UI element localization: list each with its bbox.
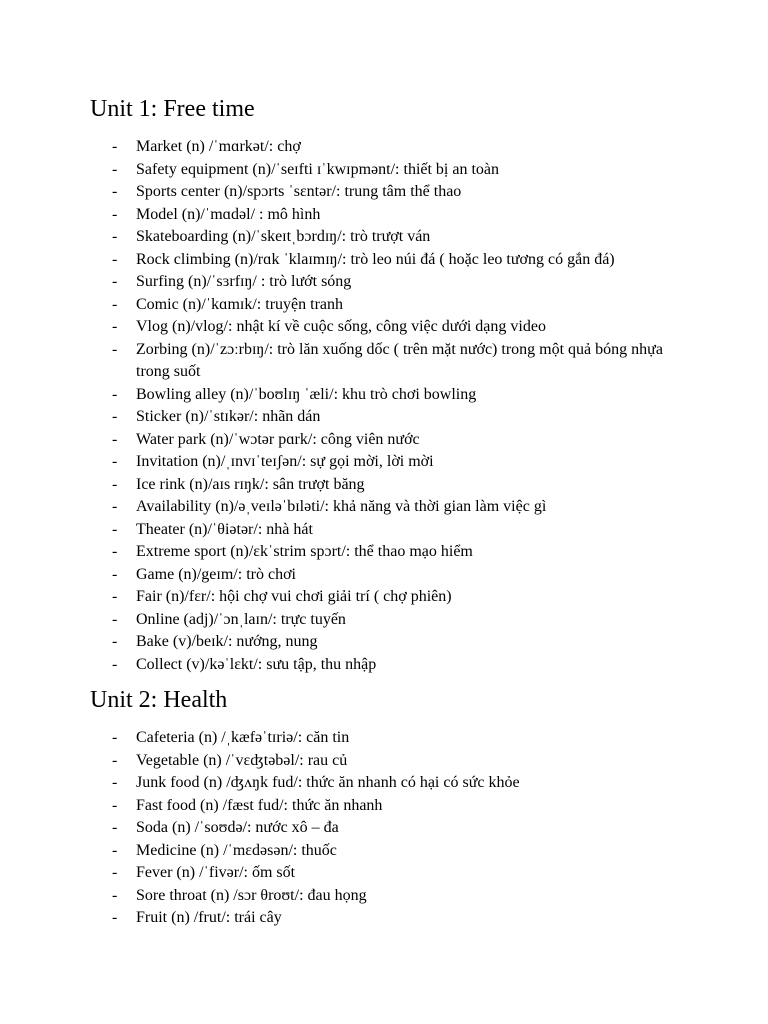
- vocab-item: [112, 840, 692, 863]
- list-bullet: -: [112, 250, 118, 268]
- vocab-item: [112, 654, 692, 677]
- vocab-item: [112, 564, 692, 587]
- vocab-item: [112, 474, 692, 497]
- list-bullet: -: [112, 228, 118, 245]
- vocab-entry-text: Cafeteria (n) /ˌkæfəˈtɪriə/: căn tin: [136, 729, 350, 746]
- vocab-item: [112, 316, 692, 339]
- list-bullet: -: [112, 864, 118, 881]
- vocab-item: [112, 609, 692, 632]
- vocab-entry-text: Collect (v)/kəˈlɛkt/: sưu tập, thu nhập: [136, 655, 377, 673]
- vocab-entry-text: Water park (n)/ˈwɔtər pɑrk/: công viên nước: [136, 430, 420, 448]
- vocab-entry-text: Ice rink (n)/aɪs rɪŋk/: sân trượt băng: [136, 475, 365, 493]
- vocab-entry-text: Fruit (n) /frut/: trái cây: [136, 909, 282, 926]
- vocab-entry-text: Fast food (n) /fæst fud/: thức ăn nhanh: [136, 796, 383, 814]
- vocab-entry-text: Safety equipment (n)/ˈseɪfti ɪˈkwɪpmənt/: thiết bị an toàn: [136, 160, 500, 178]
- vocab-entry-text: Vlog (n)/vlog/: nhật kí về cuộc sống, công việc dưới dạng video: [136, 318, 546, 335]
- vocab-item: [112, 750, 692, 773]
- vocab-entry-text: Junk food (n) /ʤʌŋk fud/: thức ăn nhanh có hại có sức khỏe: [136, 774, 520, 791]
- list-bullet: -: [112, 430, 118, 448]
- list-bullet: -: [112, 318, 118, 335]
- vocab-item: [112, 541, 692, 564]
- vocab-entry-text: Rock climbing (n)/rɑk ˈklaɪmɪŋ/: trò leo núi đá ( hoặc leo tương có gắn đá): [136, 250, 615, 268]
- vocab-item: [112, 294, 692, 317]
- list-bullet: -: [112, 160, 118, 178]
- vocab-entry-text: Extreme sport (n)/ɛkˈstrim spɔrt/: thể thao mạo hiểm: [136, 543, 473, 560]
- vocab-entry-text: Skateboarding (n)/ˈskeɪtˌbɔrdɪŋ/: trò trượt ván: [136, 228, 431, 245]
- list-bullet: -: [112, 841, 118, 859]
- list-bullet: -: [112, 819, 118, 836]
- vocab-item: [112, 204, 692, 227]
- list-bullet: -: [112, 453, 118, 470]
- vocab-item: [112, 249, 692, 272]
- list-bullet: -: [112, 774, 118, 791]
- vocab-entry-text: Comic (n)/ˈkɑmɪk/: truyện tranh: [136, 295, 343, 313]
- vocab-entry-text: Model (n)/ˈmɑdəl/ : mô hình: [136, 205, 321, 223]
- vocab-entry-text: Availability (n)/əˌveɪləˈbɪləti/: khả năng và thời gian làm việc gì: [136, 498, 547, 515]
- vocab-entry-text: Sore throat (n) /sɔr θroʊt/: đau họng: [136, 886, 367, 904]
- list-bullet: -: [112, 385, 118, 403]
- list-bullet: -: [112, 909, 118, 926]
- vocab-entry-text: Game (n)/geɪm/: trò chơi: [136, 565, 296, 583]
- list-bullet: -: [112, 633, 118, 650]
- list-bullet: -: [112, 205, 118, 223]
- vocab-item: [112, 519, 692, 542]
- vocab-entry-text: Zorbing (n)/ˈzɔːrbɪŋ/: trò lăn xuống dốc ( trên mặt nước) trong một quả bóng nhựa trong suốt: [136, 340, 663, 380]
- list-bullet: -: [112, 796, 118, 814]
- vocab-entry-text: Bowling alley (n)/ˈboʊlɪŋ ˈæli/: khu trò chơi bowling: [136, 385, 477, 403]
- list-bullet: -: [112, 498, 118, 515]
- vocab-item: [112, 862, 692, 885]
- vocab-item: [112, 885, 692, 908]
- vocab-item: [112, 907, 692, 930]
- vocab-entry-text: Medicine (n) /ˈmɛdəsən/: thuốc: [136, 841, 337, 859]
- unit-2-heading: Unit 2: Health: [90, 687, 228, 713]
- list-bullet: -: [112, 565, 118, 583]
- vocab-entry-text: Soda (n) /ˈsoʊdə/: nước xô – đa: [136, 819, 339, 836]
- list-bullet: -: [112, 340, 118, 358]
- list-bullet: -: [112, 138, 118, 155]
- vocab-item: [112, 226, 692, 249]
- list-bullet: -: [112, 588, 118, 605]
- unit-2-vocabulary-list: [112, 727, 692, 930]
- vocab-entry-text: Theater (n)/ˈθiətər/: nhà hát: [136, 520, 313, 538]
- list-bullet: -: [112, 408, 118, 425]
- vocab-entry-text: Invitation (n)/ˌɪnvɪˈteɪʃən/: sự gọi mời, lời mời: [136, 453, 434, 470]
- vocab-item: [112, 795, 692, 818]
- list-bullet: -: [112, 610, 118, 628]
- vocab-item: [112, 136, 692, 159]
- vocab-item: [112, 817, 692, 840]
- vocab-item: [112, 496, 692, 519]
- vocab-item: [112, 727, 692, 750]
- list-bullet: -: [112, 475, 118, 493]
- vocab-entry-text: Sticker (n)/ˈstɪkər/: nhãn dán: [136, 408, 321, 425]
- unit-1-vocabulary-list: [112, 136, 692, 676]
- list-bullet: -: [112, 520, 118, 538]
- vocab-item: [112, 586, 692, 609]
- vocab-item: [112, 451, 692, 474]
- vocab-entry-text: Surfing (n)/ˈsɜrfɪŋ/ : trò lướt sóng: [136, 273, 352, 290]
- list-bullet: -: [112, 886, 118, 904]
- vocab-entry-text: Sports center (n)/spɔrts ˈsɛntər/: trung tâm thể thao: [136, 183, 462, 200]
- vocab-item: [112, 159, 692, 182]
- list-bullet: -: [112, 751, 118, 769]
- vocab-item: [112, 772, 692, 795]
- vocab-item: [112, 406, 692, 429]
- vocab-item: [112, 429, 692, 452]
- vocab-item: [112, 181, 692, 204]
- vocab-entry-text: Bake (v)/beɪk/: nướng, nung: [136, 633, 318, 650]
- list-bullet: -: [112, 655, 118, 673]
- vocab-item: [112, 339, 692, 384]
- vocab-entry-text: Market (n) /ˈmɑrkət/: chợ: [136, 138, 301, 155]
- vocab-entry-text: Fever (n) /ˈfivər/: ốm sốt: [136, 864, 296, 881]
- vocab-entry-text: Vegetable (n) /ˈvɛʤtəbəl/: rau củ: [136, 751, 348, 769]
- vocab-item: [112, 271, 692, 294]
- list-bullet: -: [112, 543, 118, 560]
- list-bullet: -: [112, 273, 118, 290]
- list-bullet: -: [112, 183, 118, 200]
- list-bullet: -: [112, 729, 118, 746]
- vocab-entry-text: Online (adj)/ˈɔnˌlaɪn/: trực tuyến: [136, 610, 346, 628]
- vocab-item: [112, 631, 692, 654]
- vocab-item: [112, 384, 692, 407]
- vocab-entry-text: Fair (n)/fɛr/: hội chợ vui chơi giải trí ( chợ phiên): [136, 588, 452, 605]
- list-bullet: -: [112, 295, 118, 313]
- unit-1-heading: Unit 1: Free time: [90, 96, 255, 122]
